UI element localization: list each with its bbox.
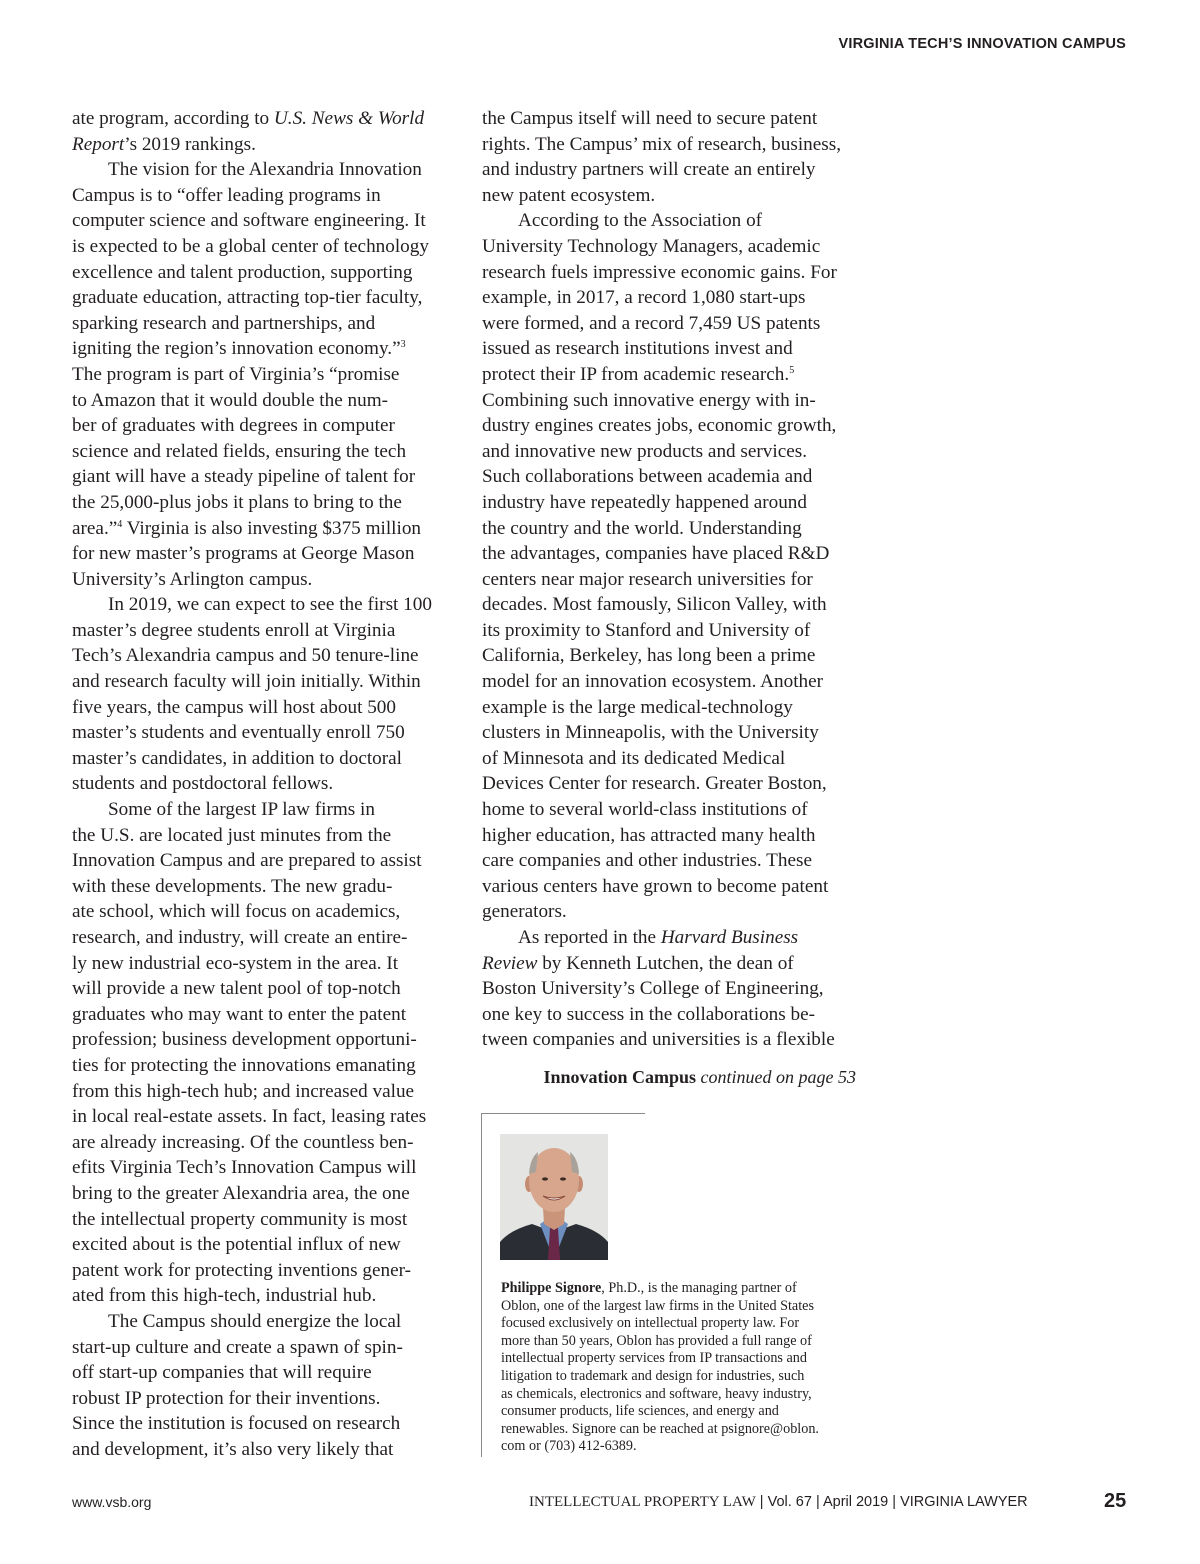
text-line: robust IP protection for their inventions. [72,1387,381,1409]
text-line: ber of graduates with degrees in computer [72,415,395,437]
text-line: Report’s 2019 rankings. [72,133,256,155]
text-line: research, and industry, will create an entire- [72,927,408,948]
text-line: bring to the greater Alexandria area, the one [72,1182,410,1204]
text-line: and research faculty will join initially. Within [72,671,421,693]
text-line: University’s Arlington campus. [72,568,313,590]
text-line: rights. The Campus’ mix of research, business, [482,133,841,155]
author-name: Philippe Signore [501,1280,602,1296]
text-line: protect their IP from academic research.$^5$ [482,363,795,385]
text-line: Campus is to “offer leading programs in [72,184,381,206]
text-line: example, in 2017, a record 1,080 start-ups [482,287,806,309]
text-line: new patent ecosystem. [482,184,656,206]
text-line: As reported in the Harvard Business [518,927,799,948]
text-line: computer science and software engineering. It [72,210,426,232]
text-line: Some of the largest IP law firms in [108,799,375,821]
text-line: industry have repeatedly happened around [482,491,807,513]
text-line: graduate education, attracting top-tier faculty, [72,287,423,309]
text-line: igniting the region’s innovation economy.”$^3$ [72,338,406,360]
text-line: In 2019, we can expect to see the first 100 [108,594,432,616]
text-line: Review by Kenneth Lutchen, the dean of [482,952,794,974]
text-line: the country and the world. Understanding [482,517,802,539]
text-line: Devices Center for research. Greater Boston, [482,773,827,795]
text-line: will provide a new talent pool of top-notch [72,978,401,1000]
bio-line: Oblon, one of the largest law firms in the United States [501,1297,814,1314]
text-line: The vision for the Alexandria Innovation [108,159,422,181]
text-line: various centers have grown to become patent [482,875,829,897]
text-line: area.”$^4$ Virginia is also investing $375 million [72,517,422,539]
text-line: model for an innovation ecosystem. Another [482,671,824,693]
text-line: University Technology Managers, academic [482,235,821,257]
text-line: the U.S. are located just minutes from the [72,824,392,846]
text-line: of Minnesota and its dedicated Medical [482,747,786,769]
text-line: research fuels impressive economic gains. For [482,261,837,283]
bio-line: litigation to trademark and design for industries, such [501,1367,805,1384]
text-line: ate school, which will focus on academics, [72,901,401,923]
text-line: excited about is the potential influx of new [72,1234,401,1256]
text-line: and development, it’s also very likely that [72,1438,394,1460]
text-line: ties for protecting the innovations emanating [72,1054,416,1076]
text-line: five years, the campus will host about 500 [72,696,396,718]
text-line: centers near major research universities for [482,568,813,590]
text-line: science and related fields, ensuring the tech [72,440,407,462]
text-line: students and postdoctoral fellows. [72,773,334,795]
text-line: for new master’s programs at George Mason [72,543,415,565]
text-line: the 25,000-plus jobs it plans to bring to the [72,491,402,513]
text-line: decades. Most famously, Silicon Valley, with [482,594,827,616]
text-line: dustry engines creates jobs, economic growth, [482,415,837,437]
text-line: to Amazon that it would double the num- [72,389,389,411]
bio-line: Philippe Signore, Ph.D., is the managing partner of [501,1280,797,1296]
text-line: tween companies and universities is a flexible [482,1029,835,1051]
text-line: Combining such innovative energy with in- [482,389,816,411]
continued-on-notice [543,1066,856,1088]
running-head: VIRGINIA TECH’S INNOVATION CAMPUS [838,36,1126,52]
text-line: home to several world-class institutions of [482,799,808,821]
text-line: generators. [482,901,567,923]
text-line: off start-up companies that will require [72,1362,372,1384]
bio-divider-left [481,1113,482,1457]
footer-publication-info [529,1494,1028,1511]
footnote-ref: 5 [789,364,795,376]
bio-line: intellectual property services from IP transactions and [501,1350,807,1367]
footnote-ref: 3 [400,339,406,351]
text-line: were formed, and a record 7,459 US patents [482,312,821,334]
bio-line: renewables. Signore can be reached at psignore@oblon. [501,1420,819,1437]
text-line: sparking research and partnerships, and [72,312,376,334]
text-line: the Campus itself will need to secure patent [482,108,818,129]
footer-section: INTELLECTUAL PROPERTY LAW [529,1494,756,1510]
text-line: Tech’s Alexandria campus and 50 tenure-line [72,645,419,667]
text-line: issued as research institutions invest and [482,338,793,360]
bio-line: consumer products, life sciences, and energy and [501,1403,779,1420]
text-line: start-up culture and create a spawn of spin- [72,1336,403,1358]
text-line: higher education, has attracted many health [482,824,816,846]
text-line: ated from this high-tech, industrial hub. [72,1285,377,1307]
bio-line: com or (703) 412-6389. [501,1438,637,1455]
continued-page-ref: continued on page 53 [700,1067,856,1087]
text-line: patent work for protecting inventions gener- [72,1259,412,1281]
text-line: excellence and talent production, supporting [72,261,413,283]
text-line: example is the large medical-technology [482,696,793,718]
text-line: Since the institution is focused on research [72,1413,401,1435]
text-line: graduates who may want to enter the patent [72,1003,407,1025]
article-column-left [72,106,448,1462]
text-line: giant will have a steady pipeline of talent for [72,466,416,488]
text-line: efits Virginia Tech’s Innovation Campus will [72,1157,417,1179]
text-line: master’s candidates, in addition to doctoral [72,747,403,769]
text-line: are already increasing. Of the countless ben- [72,1131,414,1153]
text-line: from this high-tech hub; and increased value [72,1080,415,1102]
text-line: Such collaborations between academia and [482,466,813,488]
text-line: master’s students and eventually enroll 750 [72,722,405,744]
author-photo [500,1134,608,1260]
continued-title: Innovation Campus [543,1067,697,1087]
text-line: the advantages, companies have placed R&D [482,543,830,565]
text-line: with these developments. The new gradu- [72,875,393,897]
text-line: Boston University’s College of Engineering, [482,978,824,1000]
footer-issue: | Vol. 67 | April 2019 | VIRGINIA LAWYER [755,1494,1028,1510]
author-bio [501,1280,863,1456]
text-line: profession; business development opportuni- [72,1029,417,1051]
text-line: California, Berkeley, has long been a prime [482,645,816,667]
bio-line: more than 50 years, Oblon has provided a full range of [501,1332,812,1349]
text-line: in local real-estate assets. In fact, leasing rates [72,1106,427,1128]
bio-line: focused exclusively on intellectual property law. For [501,1315,800,1332]
text-line: According to the Association of [518,210,763,232]
text-line: master’s degree students enroll at Virginia [72,619,396,641]
text-line: is expected to be a global center of technology [72,235,429,257]
text-line: clusters in Minneapolis, with the University [482,722,819,744]
article-column-right [482,106,860,1053]
text-line: ly new industrial eco-system in the area. It [72,952,399,974]
text-line: and innovative new products and services. [482,440,808,462]
bio-line: as chemicals, electronics and software, heavy industry, [501,1385,812,1402]
bio-divider-top [481,1113,645,1114]
footnote-ref: 4 [117,518,123,530]
text-line: ate program, according to U.S. News & World [72,108,425,129]
text-line: its proximity to Stanford and University of [482,619,811,641]
text-line: Innovation Campus and are prepared to assist [72,850,422,872]
text-line: care companies and other industries. These [482,850,812,872]
page-number: 25 [1104,1490,1127,1512]
text-line: and industry partners will create an entirely [482,159,816,181]
footer-website: www.vsb.org [72,1494,152,1510]
text-line: The Campus should energize the local [108,1310,402,1332]
text-line: one key to success in the collaborations be- [482,1003,816,1025]
text-line: The program is part of Virginia’s “promise [72,363,400,385]
text-line: the intellectual property community is most [72,1208,408,1230]
